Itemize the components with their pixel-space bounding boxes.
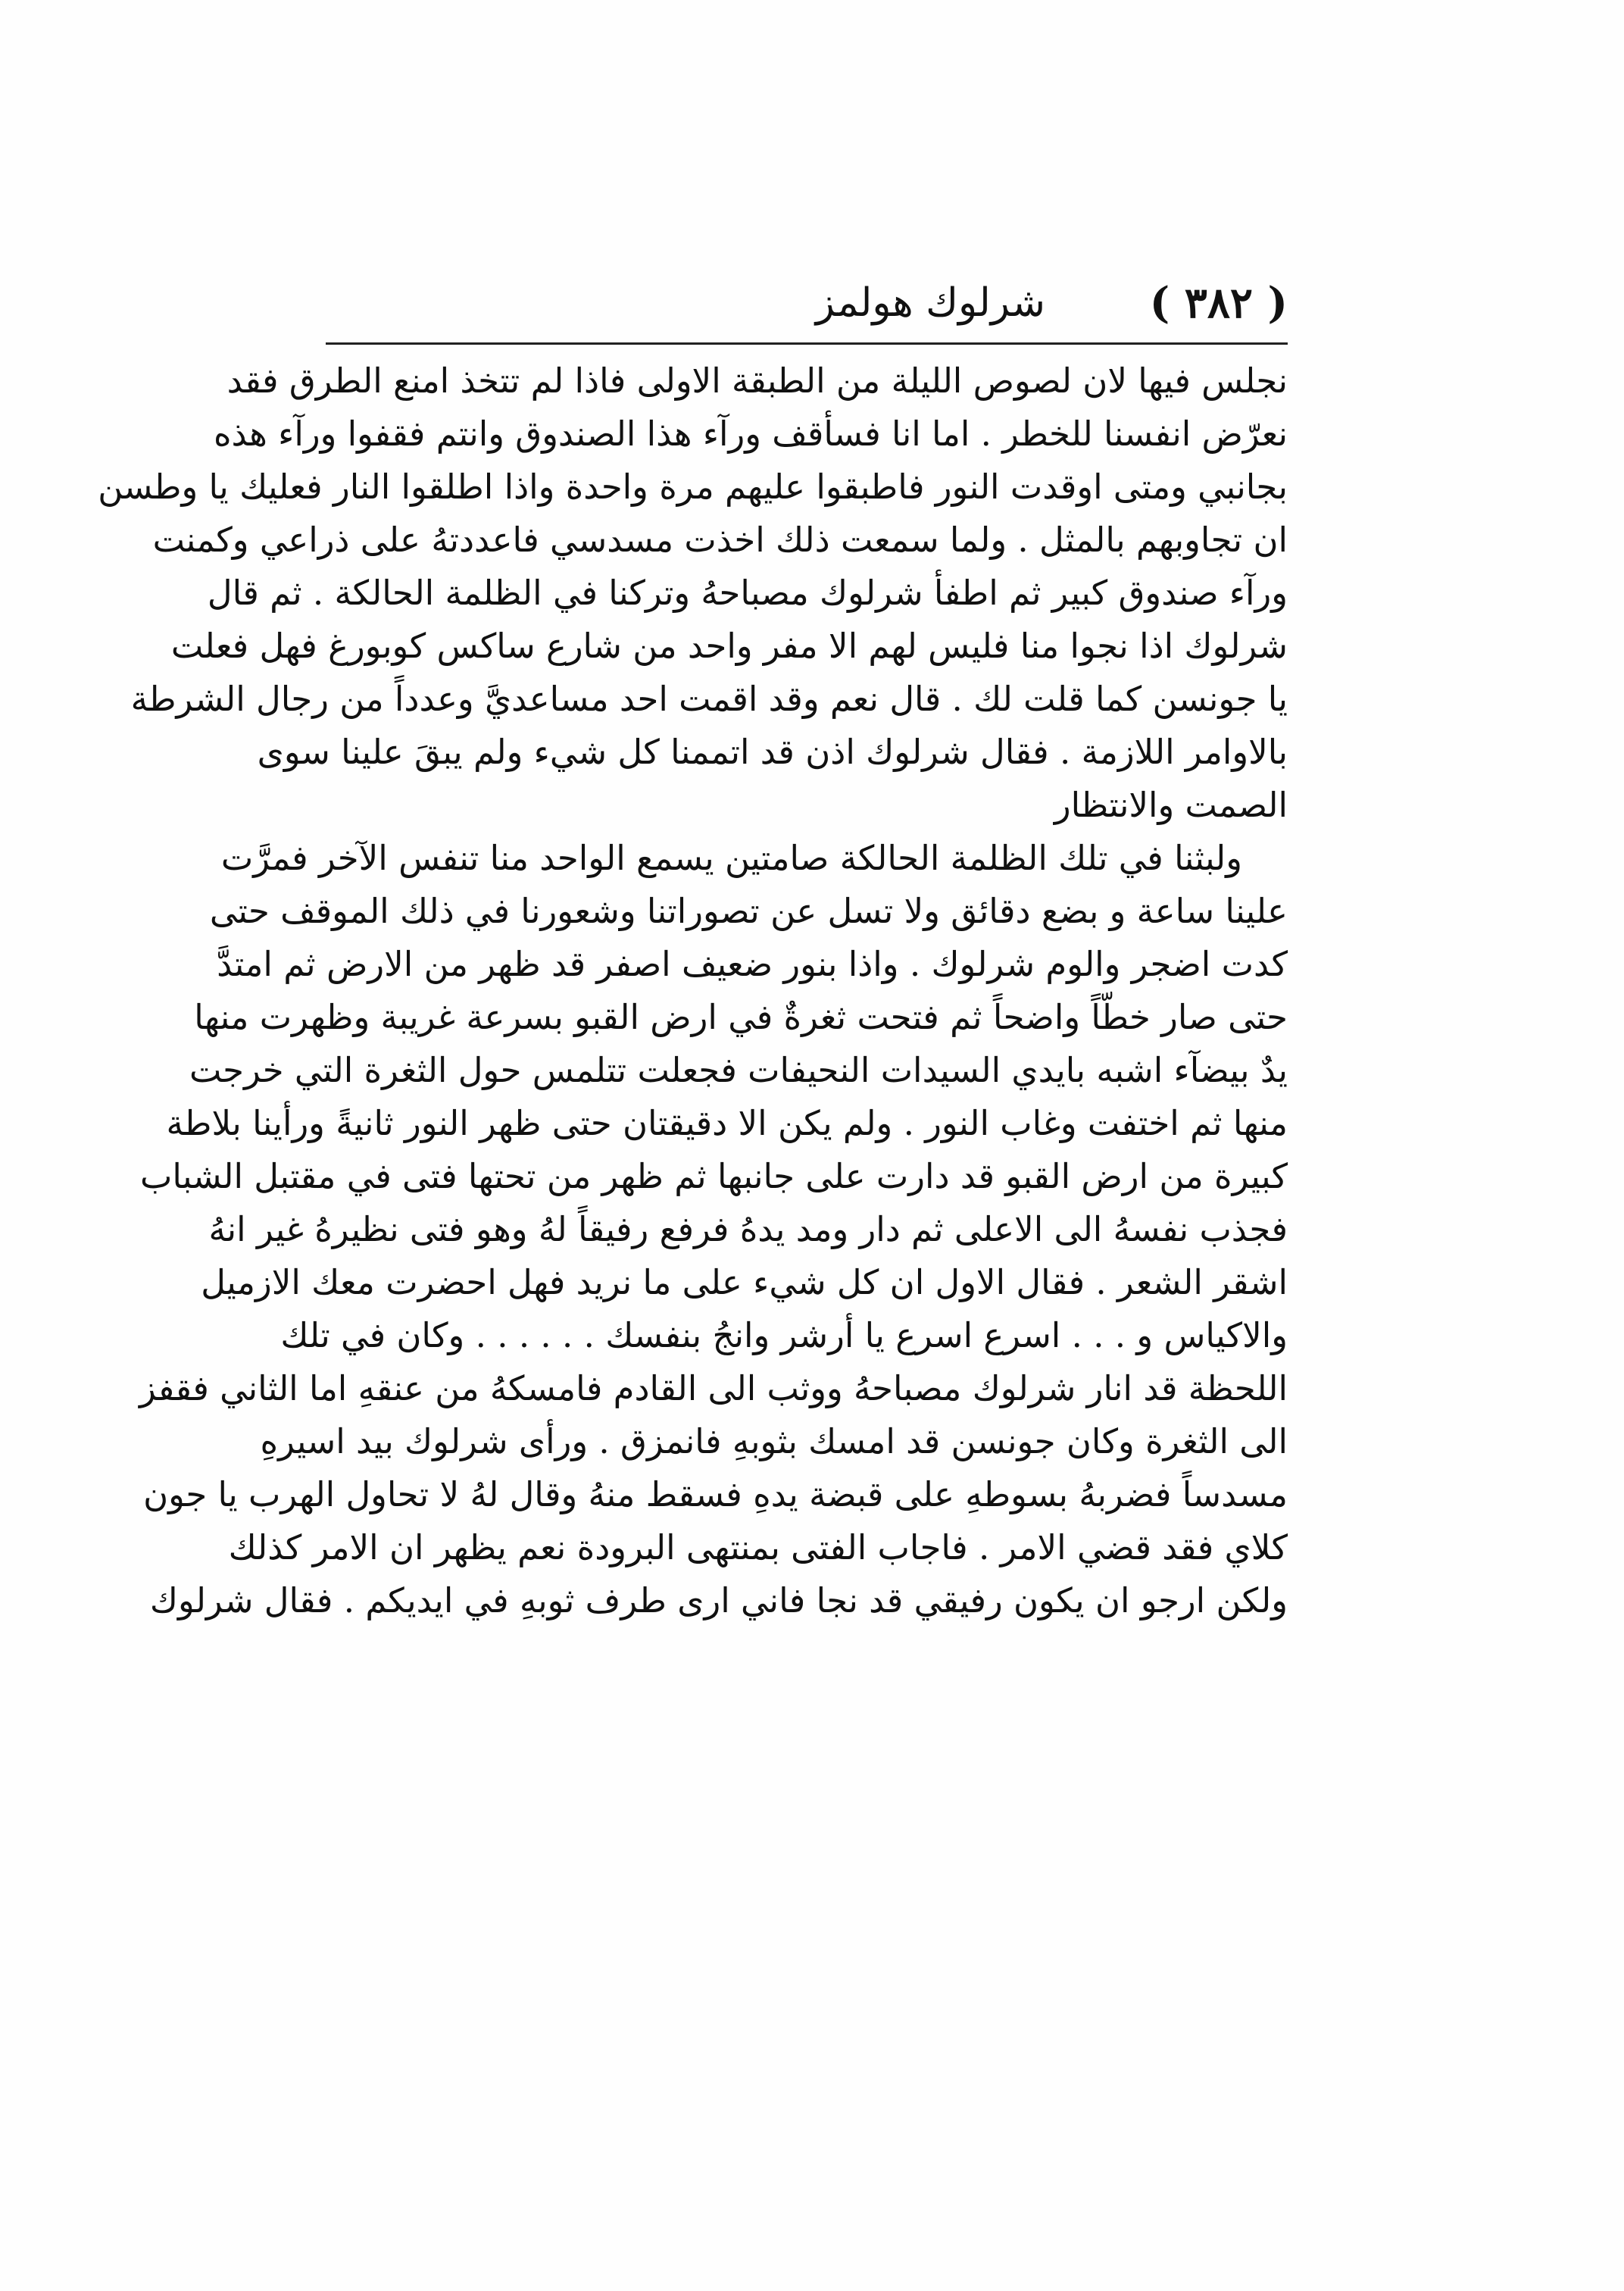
text-line: بالاوامر اللازمة . فقال شرلوك اذن قد اتممنا كل شيء ولم يبقَ علينا سوى [257, 732, 1288, 772]
text-line: ان تجاوبهم بالمثل . ولما سمعت ذلك اخذت مسدسي فاعددتهُ على ذراعي وكمنت [152, 520, 1288, 560]
text-line: يدٌ بيضآء اشبه بايدي السيدات النحيفات فجعلت تتلمس حول الثغرة التي خرجت [189, 1050, 1288, 1090]
text-line: كلاي فقد قضي الامر . فاجاب الفتى بمنتهى البرودة نعم يظهر ان الامر كذلك [228, 1527, 1288, 1567]
text-line: كبيرة من ارض القبو قد دارت على جانبها ثم ظهر من تحتها فتى في مقتبل الشباب [139, 1156, 1288, 1196]
text-line: يا جونسن كما قلت لك . قال نعم وقد اقمت احد مساعديَّ وعدداً من رجال الشرطة [130, 679, 1288, 719]
text-line: علينا ساعة و بضع دقائق ولا تسل عن تصوراتنا وشعورنا في ذلك الموقف حتى [209, 891, 1288, 931]
text-line: فجذب نفسهُ الى الاعلى ثم دار ومد يدهُ فرفع رفيقاً لهُ وهو فتى نظيرهُ غير انهُ [208, 1209, 1288, 1249]
body-text [98, 355, 1288, 1627]
text-line: والاكياس و . . . اسرع اسرع يا أرشر وانجُ بنفسك . . . . . . وكان في تلك [280, 1315, 1288, 1355]
text-line: حتى صار خطّاً واضحاً ثم فتحت ثغرةٌ في ارض القبو بسرعة غريبة وظهرت منها [194, 997, 1288, 1037]
text-line: شرلوك اذا نجوا منا فليس لهم الا مفر واحد من شارع ساكس كوبورغ فهل فعلت [170, 626, 1288, 666]
text-line: اشقر الشعر . فقال الاول ان كل شيء على ما نريد فهل احضرت معك الازميل [201, 1262, 1288, 1302]
paragraph-first-line: ولبثنا في تلك الظلمة الحالكة صامتين يسمع الواحد منا تنفس الآخر فمرَّت [220, 838, 1242, 878]
text-line: نجلس فيها لان لصوص الليلة من الطبقة الاولى فاذا لم تتخذ امنع الطرق فقد [226, 361, 1288, 401]
text-line: اللحظة قد انار شرلوك مصباحهُ ووثب الى القادم فامسكهُ من عنقهِ اما الثاني فقفز [139, 1368, 1288, 1408]
text-line: الى الثغرة وكان جونسن قد امسك بثوبهِ فانمزق . ورأى شرلوك بيد اسيرهِ [260, 1421, 1288, 1461]
text-line: مسدساً فضربهُ بسوطهِ على قبضة يدهِ فسقط منهُ وقال لهُ لا تحاول الهرب يا جون [143, 1474, 1288, 1514]
text-line: ورآء صندوق كبير ثم اطفأ شرلوك مصباحهُ وتركنا في الظلمة الحالكة . ثم قال [207, 573, 1288, 613]
text-line: ولكن ارجو ان يكون رفيقي قد نجا فاني ارى طرف ثوبهِ في ايديكم . فقال شرلوك [149, 1580, 1288, 1621]
text-line: نعرّض انفسنا للخطر . اما انا فسأقف ورآء هذا الصندوق وانتم فقفوا ورآء هذه [213, 414, 1288, 454]
page-number: ( ٣٨٢ ) [1149, 278, 1288, 328]
text-line: بجانبي ومتى اوقدت النور فاطبقوا عليهم مرة واحدة واذا اطلقوا النار فعليك يا وطسن [98, 467, 1288, 507]
running-title: شرلوك هولمز [815, 280, 1045, 326]
header-rule [326, 342, 1288, 345]
paragraph-last-line: الصمت والانتظار [1054, 785, 1288, 825]
page-header [326, 273, 1288, 333]
text-line: كدت اضجر والوم شرلوك . واذا بنور ضعيف اصفر قد ظهر من الارض ثم امتدَّ [217, 944, 1288, 984]
text-line: منها ثم اختفت وغاب النور . ولم يكن الا دقيقتان حتى ظهر النور ثانيةً ورأينا بلاطة [166, 1103, 1288, 1143]
